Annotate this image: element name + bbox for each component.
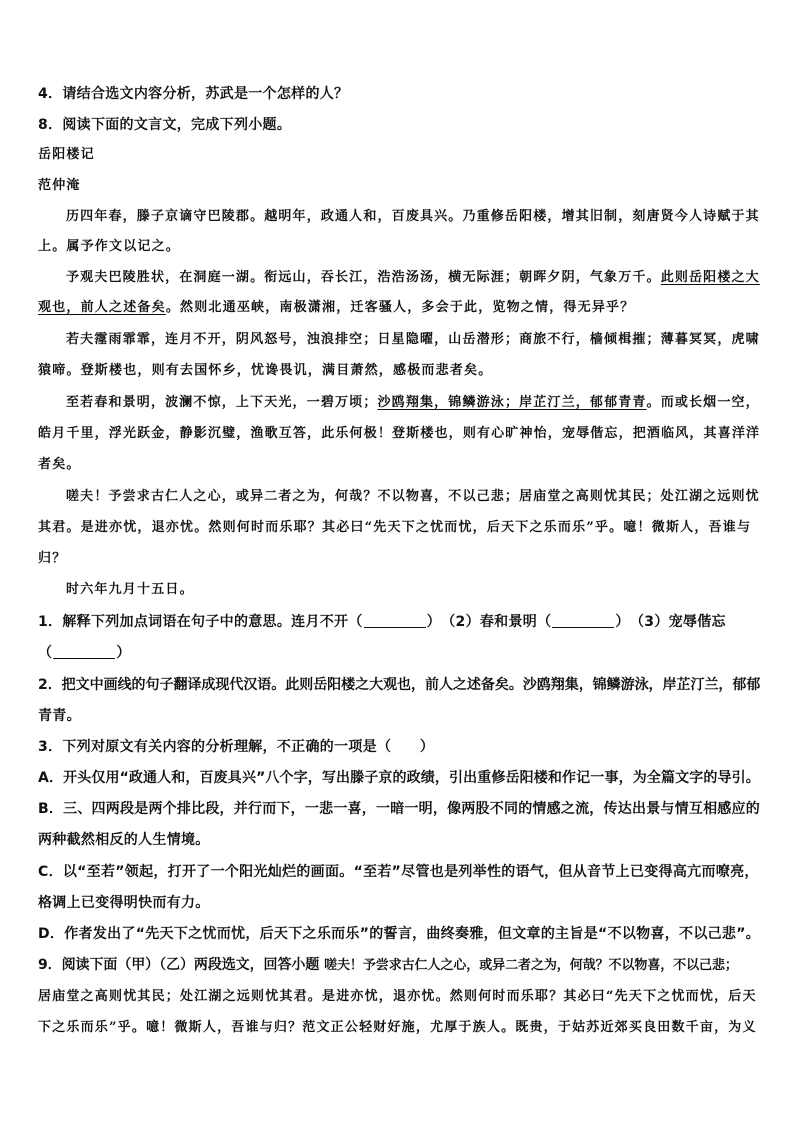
p4-text-tail: 。而或长烟一空，	[646, 395, 760, 410]
underlined-sentence-2: 沙鸥翔集，锦鳞游泳；岸芷汀兰，郁郁青青	[377, 395, 647, 410]
sub-question-2-line1: 2．把文中画线的句子翻译成现代汉语。此则岳阳楼之大观也，前人之述备矣。沙鸥翔集，锦鳞游泳，岸芷汀兰，郁郁	[38, 677, 761, 693]
question-9-line1	[38, 955, 760, 976]
answer-blank-1[interactable]	[364, 613, 426, 628]
sub-question-3: 3．下列对原文有关内容的分析理解，不正确的一项是（ ）	[38, 739, 435, 755]
sq1-text-e: ）	[116, 645, 131, 661]
option-d: D．作者发出了“先天下之忧而忧，后天下之乐而乐”的誓言，曲终奏雅，但文章的主旨是“不以物喜，不以己悲”。	[38, 926, 761, 942]
option-a: A．开头仅用“政通人和，百废具兴”八个字，写出滕子京的政绩，引出重修岳阳楼和作记一事，为全篇文字的导引。	[38, 770, 760, 786]
passage-p5-line1: 嗟夫！予尝求古仁人之心，或异二者之为，何哉？不以物喜，不以己悲；居庙堂之高则忧其民；处江湖之远则忧	[66, 489, 760, 504]
passage-p1-line1: 历四年春，滕子京谪守巴陵郡。越明年，政通人和，百废具兴。乃重修岳阳楼，增其旧制，刻唐贤今人诗赋于其	[66, 209, 760, 224]
passage-p5-line2: 其君。是进亦忧，退亦忧。然则何时而乐耶？其必曰“先天下之忧而忧，后天下之乐而乐”乎。噫！微斯人，吾谁与	[38, 520, 752, 535]
option-c-line2: 格调上已变得明快而有力。	[38, 895, 210, 911]
p2-text-tail: 。然则北通巫峡，南极潇湘，迁客骚人，多会于此，览物之情，得无异乎？	[165, 300, 635, 315]
passage-p4-line1	[66, 393, 760, 413]
question-9-line2: 居庙堂之高则忧其民；处江湖之远则忧其君。是进亦忧，退亦忧。然则何时而乐耶？其必曰“先天下之忧而忧，后天	[38, 989, 757, 1004]
passage-author: 范仲淹	[38, 178, 81, 193]
q9-heading: 9．阅读下面（甲）（乙）两段选文，回答小题	[38, 957, 325, 973]
underlined-sentence-1b: 观也，前人之述备矣	[38, 300, 166, 315]
sub-question-2-line2: 青青。	[38, 708, 81, 724]
option-b-line2: 两种截然相反的人生情境。	[38, 832, 210, 848]
passage-p3-line2: 猿啼。登斯楼也，则有去国怀乡，忧谗畏讥，满目萧然，感极而悲者矣。	[38, 363, 493, 378]
passage-date: 时六年九月十五日。	[66, 582, 194, 597]
answer-blank-3[interactable]	[53, 644, 115, 659]
question-9-line3: 下之乐而乐”乎。噫！微斯人，吾谁与归？范文正公轻财好施，尤厚于族人。既贵，于姑苏近郊买良田数千亩，为义	[38, 1020, 757, 1035]
question-8-intro: 8．阅读下面的文言文，完成下列小题。	[38, 117, 292, 133]
sq1-text-c: ） （3）宠辱偕忘	[615, 614, 726, 630]
passage-p3-line1: 若夫霪雨霏霏，连月不开，阴风怒号，浊浪排空；日星隐曜，山岳潜形；商旅不行，樯倾楫摧；薄暮冥冥，虎啸	[66, 332, 760, 347]
passage-p2-line2	[38, 298, 760, 318]
underlined-sentence-1a: 此则岳阳楼之大	[660, 270, 760, 285]
passage-p4-line3: 者矣。	[38, 457, 81, 472]
sq1-text-a: 1．解释下列加点词语在句子中的意思。连月不开（	[38, 614, 363, 630]
passage-title: 岳阳楼记	[38, 147, 95, 162]
p4-text: 至若春和景明，波澜不惊，上下天光，一碧万顷；	[66, 395, 378, 410]
sub-question-1	[38, 612, 760, 632]
passage-p4-line2: 皓月千里，浮光跃金，静影沉璧，渔歌互答，此乐何极！登斯楼也，则有心旷神怡，宠辱偕忘，把酒临风，其喜洋洋	[38, 426, 761, 441]
option-c-line1: C．以“至若”领起，打开了一个阳光灿烂的画面。“至若”尽管也是列举性的语气，但从音节上已变得高亢而嘹亮，	[38, 864, 759, 880]
sub-question-1-cont	[38, 643, 760, 663]
option-b-line1: B．三、四两段是两个排比段，并行而下，一悲一喜，一暗一明，像两股不同的情感之流，传达出景与情互相感应的	[38, 801, 760, 817]
sq1-text-d: （	[38, 645, 53, 661]
passage-p5-line3: 归？	[38, 551, 67, 566]
passage-p1-line2: 上。属予作文以记之。	[38, 239, 181, 254]
sq1-text-b: ） （2）春和景明（	[426, 614, 552, 630]
q9-passage-a: 嗟夫！予尝求古仁人之心，或异二者之为，何哉？不以物喜，不以己悲；	[324, 958, 738, 973]
passage-p2-line1	[66, 268, 760, 288]
answer-blank-2[interactable]	[552, 613, 614, 628]
question-4: 4．请结合选文内容分析，苏武是一个怎样的人？	[38, 86, 349, 102]
p2-text: 予观夫巴陵胜状，在洞庭一湖。衔远山，吞长江，浩浩汤汤，横无际涯；朝晖夕阴，气象万千。	[66, 270, 661, 285]
